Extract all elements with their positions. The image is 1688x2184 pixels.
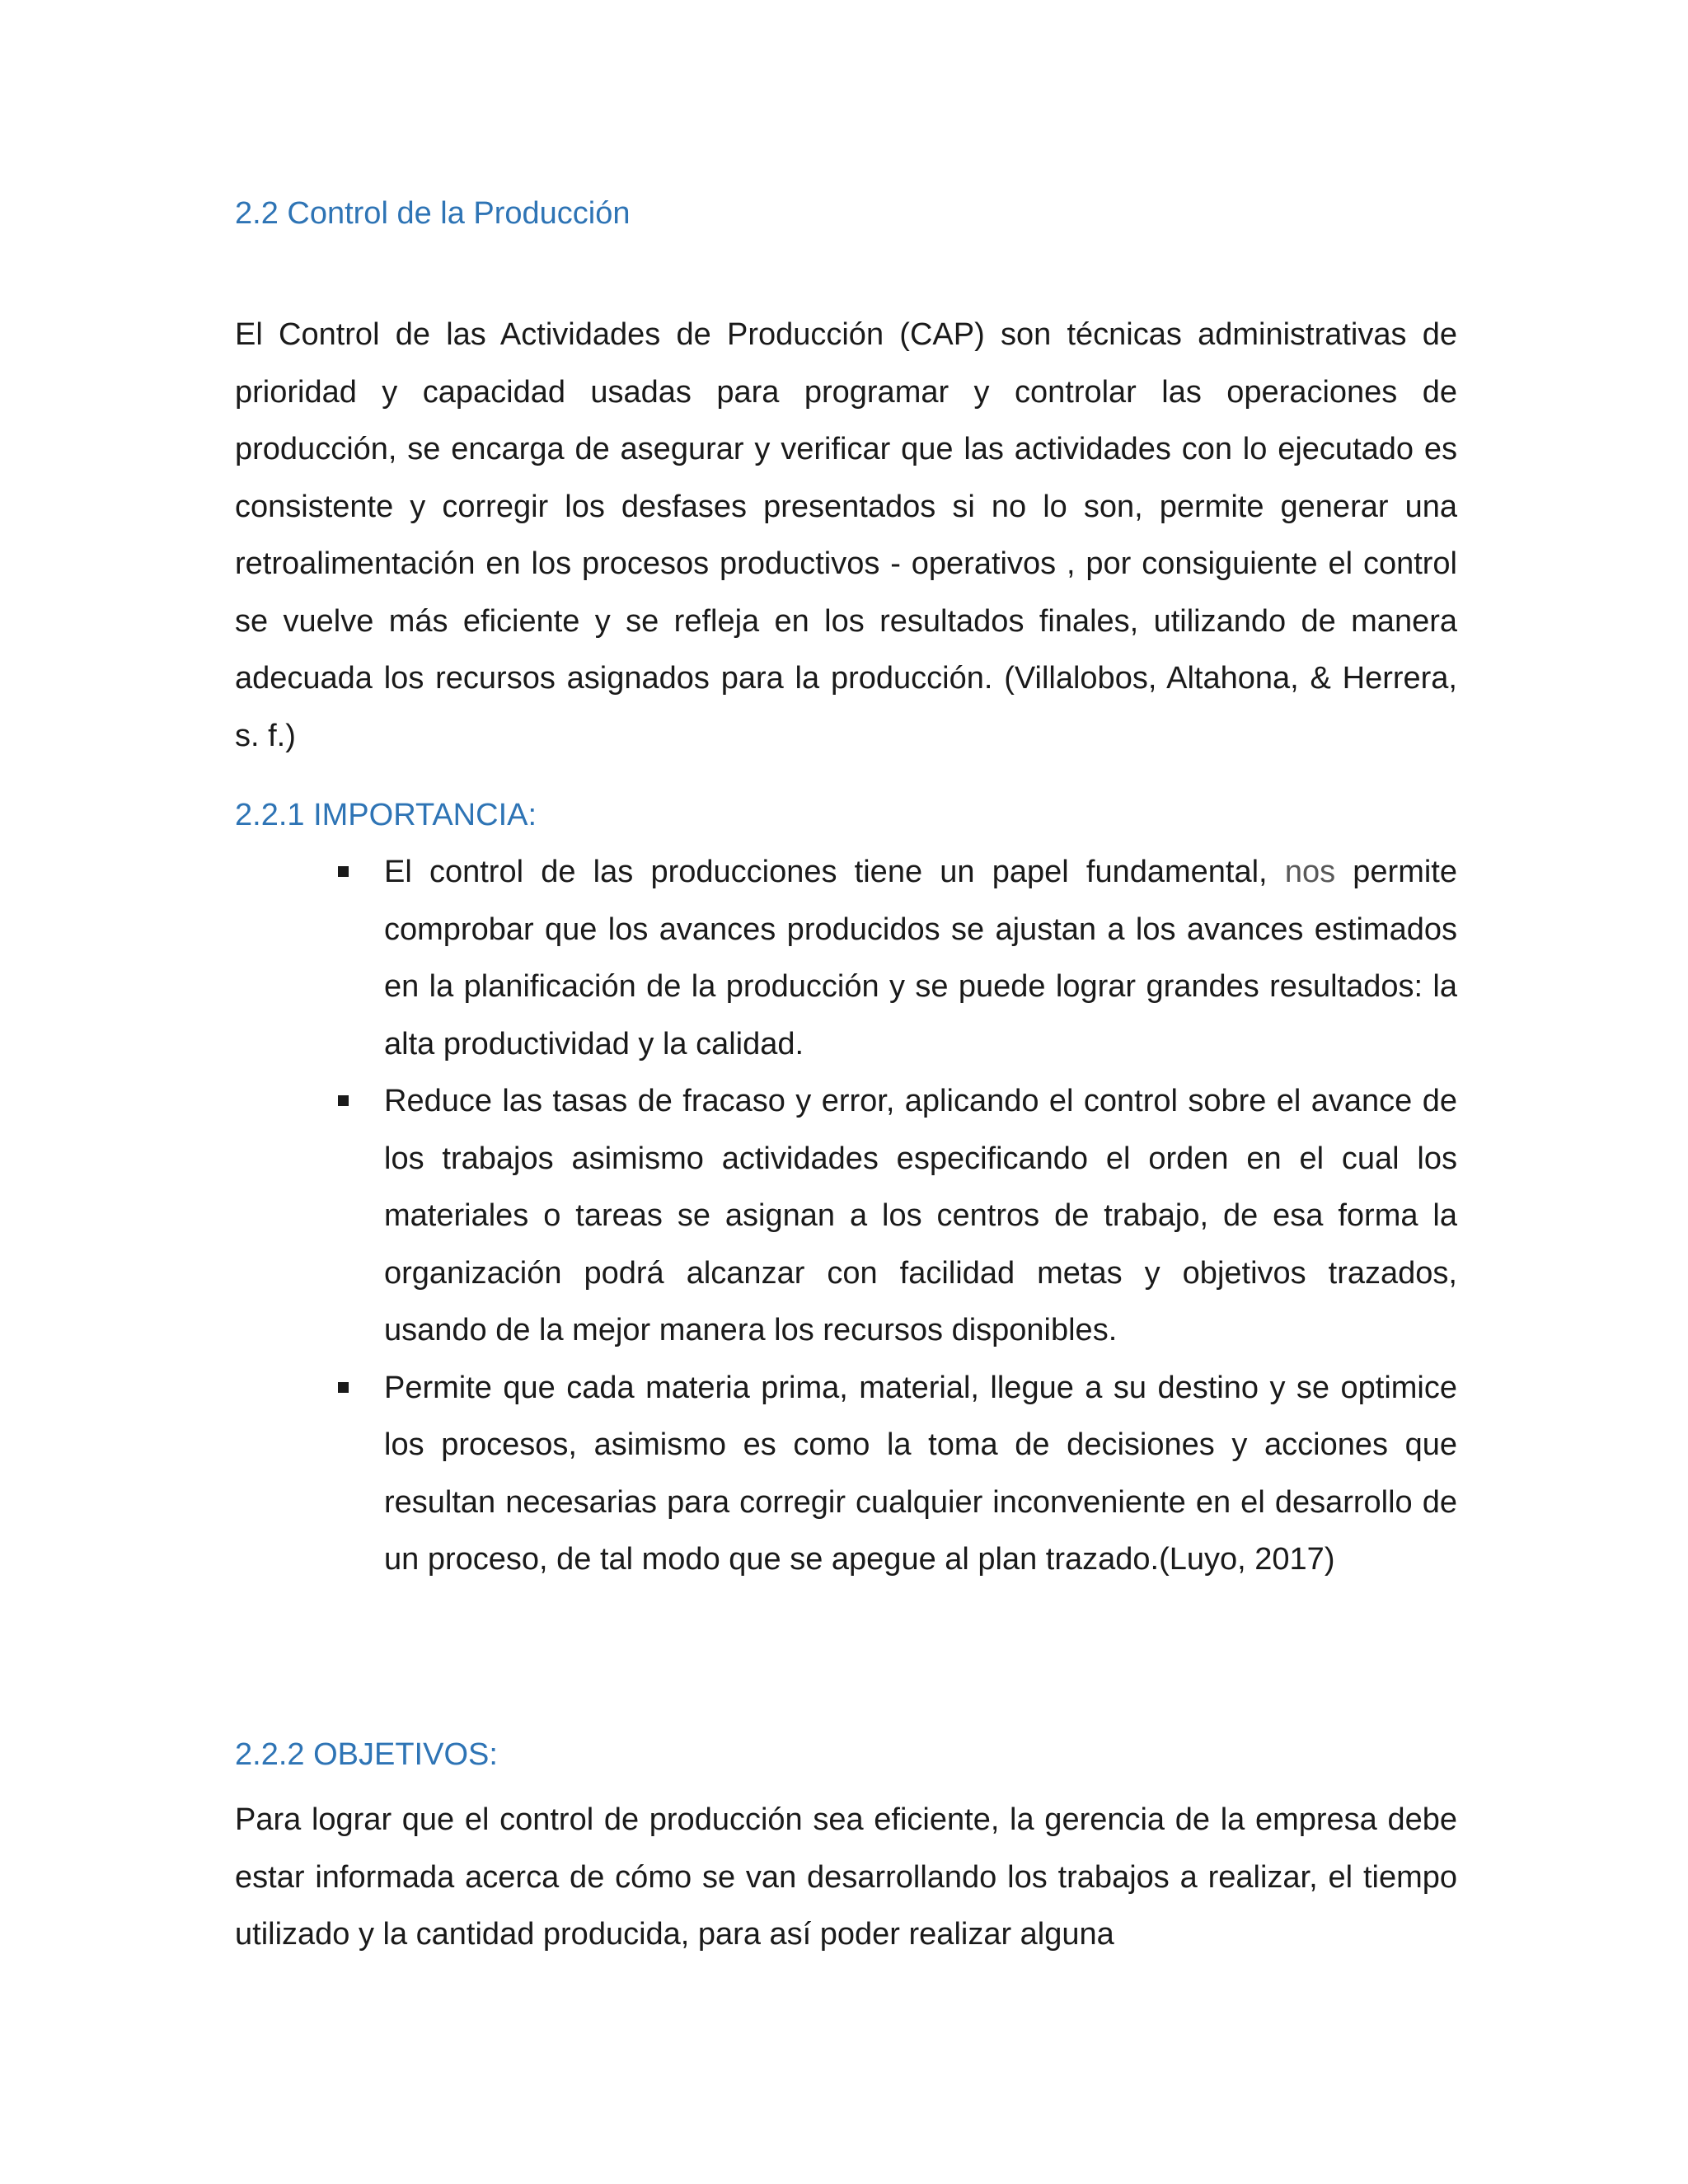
bullet-text: Permite que cada materia prima, material, llegue a su destino y se optimice los procesos, asimismo es como la toma de decisiones y acciones que resultan necesarias para corregir cualquier inconveniente en el desarrollo de un proceso, de tal modo que se apegue al plan trazado.(Luyo, 2017) [384, 1370, 1457, 1577]
bullet-text-start: El control de las producciones tiene un papel fundamental, [384, 855, 1285, 889]
square-bullet-icon [338, 866, 349, 877]
objetivos-paragraph: Para lograr que el control de producción sea eficiente, la gerencia de la empresa debe estar informada acerca de cómo se van desarrollando los trabajos a realizar, el tiempo utilizado y la cantidad producida, para así poder realizar alguna [235, 1802, 1457, 1952]
square-bullet-icon [338, 1382, 349, 1393]
bullet-text: Reduce las tasas de fracaso y error, aplicando el control sobre el avance de los trabajos asimismo actividades especificando el orden en el cual los materiales o tareas se asignan a los centros de trabajo, de esa forma la organización podrá alcanzar con facilidad metas y objetivos trazados, usando de la mejor manera los recursos disponibles. [384, 1084, 1457, 1347]
bullet-text-muted: nos [1284, 855, 1336, 889]
importancia-heading: 2.2.1 IMPORTANCIA: [235, 798, 537, 832]
square-bullet-icon [338, 1095, 349, 1106]
list-item [384, 844, 1457, 1073]
bullet-text-end: permite comprobar que los avances producidos se ajustan a los avances estimados en la planificación de la producción y se puede lograr grandes resultados: la alta productividad y la calidad. [384, 855, 1457, 1062]
section-heading: 2.2 Control de la Producción [235, 196, 631, 231]
list-item [384, 1360, 1457, 1589]
objetivos-heading: 2.2.2 OBJETIVOS: [235, 1737, 498, 1772]
intro-paragraph: El Control de las Actividades de Producción (CAP) son técnicas administrativas de prioridad y capacidad usadas para programar y controlar las operaciones de producción, se encarga de asegurar y verificar que las actividades con lo ejecutado es consistente y corregir los desfases presentados si no lo son, permite generar una retroalimentación en los procesos productivos - operativos , por consiguiente el control se vuelve más eficiente y se refleja en los resultados finales, utilizando de manera adecuada los recursos asignados para la producción. (Villalobos, Altahona, & Herrera, s. f.) [235, 317, 1457, 753]
list-item [384, 1073, 1457, 1360]
importancia-list [0, 844, 1688, 1589]
